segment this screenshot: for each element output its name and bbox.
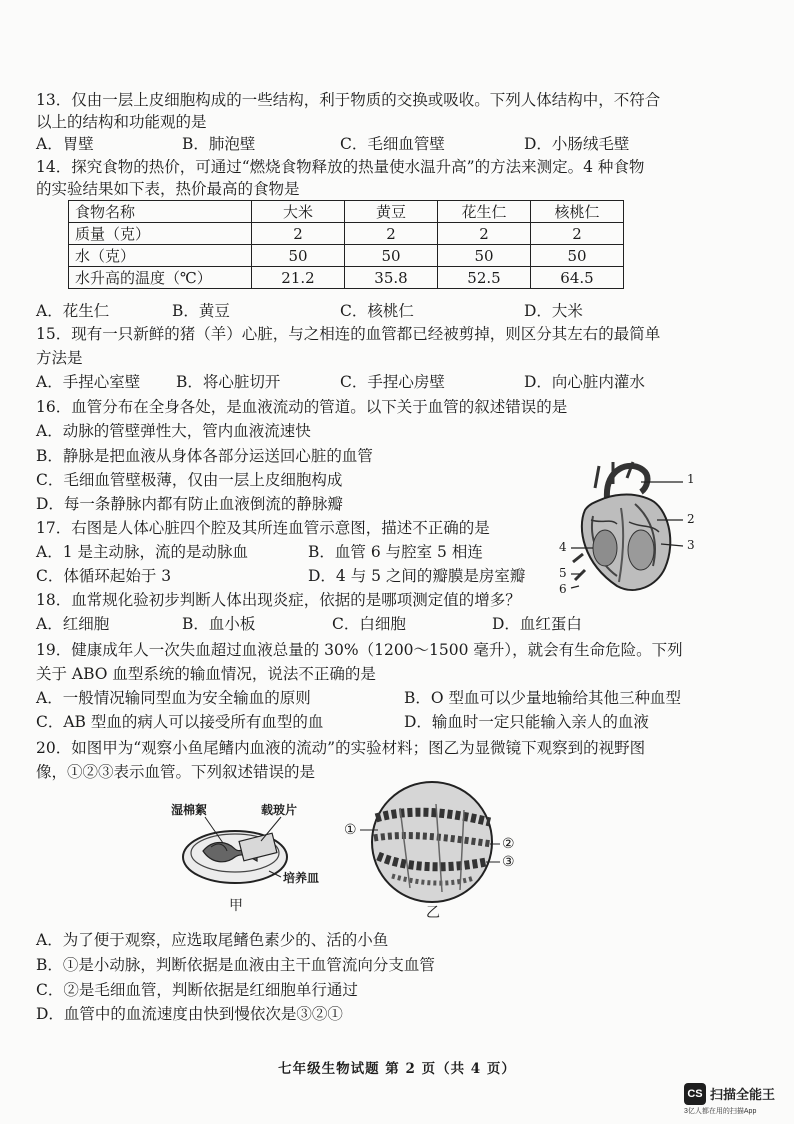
q20-option-d: D．血管中的血流速度由快到慢依次是③②①: [36, 1005, 343, 1023]
camscanner-logo-icon: CS: [684, 1083, 706, 1105]
q19-option-c: C．AB 型血的病人可以接受所有血型的血: [36, 713, 324, 731]
q16-option-d: D．每一条静脉内都有防止血液倒流的静脉瓣: [36, 495, 343, 513]
q15-option-d: D．向心脏内灌水: [524, 373, 645, 391]
camscanner-tagline: 3亿人都在用的扫描App: [684, 1108, 757, 1115]
q20-option-a: A．为了便于观察，应选取尾鳍色素少的、活的小鱼: [36, 931, 389, 949]
table-cell: 2: [438, 223, 531, 245]
food-heat-table: [68, 200, 624, 289]
q19-option-a: A．一般情况输同型血为安全输血的原则: [36, 689, 311, 707]
q18-option-c: C．白细胞: [332, 615, 406, 633]
table-row: [69, 223, 624, 245]
heart-label-2: 2: [687, 512, 695, 526]
q14-option-c: C．核桃仁: [340, 302, 414, 320]
q18-option-b: B．血小板: [182, 615, 256, 633]
q14-option-b: B．黄豆: [172, 302, 230, 320]
q13-option-b: B．肺泡壁: [182, 135, 256, 153]
q13-option-a: A．胃壁: [36, 135, 94, 153]
table-header-cell: 大米: [252, 201, 345, 223]
table-cell: 水（克）: [69, 245, 252, 267]
q13-options: [36, 134, 756, 154]
q17-stem: 17．右图是人体心脏四个腔及其所连血管示意图，描述不正确的是: [36, 519, 490, 537]
table-cell: 64.5: [531, 267, 624, 289]
q15-stem-line1: 15．现有一只新鲜的猪（羊）心脏，与之相连的血管都已经被剪掉，则区分其左右的最简单: [36, 325, 661, 343]
q20-option-c: C．②是毛细血管，判断依据是红细胞单行通过: [36, 981, 358, 999]
q14-option-a: A．花生仁: [36, 302, 110, 320]
q19-options-row1: [36, 688, 756, 708]
q20-stem-line2: 像，①②③表示血管。下列叙述错误的是: [36, 763, 316, 781]
fig-jia-caption: 甲: [229, 898, 243, 914]
q15-option-c: C．手捏心房壁: [340, 373, 445, 391]
heart-label-3: 3: [687, 538, 695, 552]
q19-options-row2: [36, 712, 756, 732]
table-cell: 50: [438, 245, 531, 267]
table-row: [69, 245, 624, 267]
fig-yi-label-3: ③: [502, 854, 515, 870]
table-cell: 质量（克）: [69, 223, 252, 245]
q18-option-d: D．血红蛋白: [492, 615, 582, 633]
q16-stem: 16．血管分布在全身各处，是血液流动的管道。以下关于血管的叙述错误的是: [36, 398, 568, 416]
q17-option-d: D．4 与 5 之间的瓣膜是房室瓣: [308, 567, 526, 585]
table-cell: 35.8: [345, 267, 438, 289]
table-cell: 2: [531, 223, 624, 245]
q17-option-b: B．血管 6 与腔室 5 相连: [308, 543, 483, 561]
page-footer: 七年级生物试题 第 2 页（共 4 页）: [278, 1061, 516, 1077]
q14-stem-line1: 14．探究食物的热价，可通过“燃烧食物释放的热量使水温升高”的方法来测定。4 种食物: [36, 158, 645, 176]
table-cell: 50: [531, 245, 624, 267]
table-header-row: [69, 201, 624, 223]
table-cell: 52.5: [438, 267, 531, 289]
q19-option-d: D．输血时一定只能输入亲人的血液: [404, 713, 649, 731]
fig-jia-label-wet-cotton: 湿棉絮: [171, 803, 208, 817]
heart-illustration: [555, 458, 725, 598]
table-cell: 水升高的温度（℃）: [69, 267, 252, 289]
q17-option-c: C．体循环起始于 3: [36, 567, 172, 585]
q13-stem-line1: 13．仅由一层上皮细胞构成的一些结构，利于物质的交换或吸收。下列人体结构中，不符合: [36, 91, 661, 109]
q13-option-d: D．小肠绒毛壁: [524, 135, 630, 153]
q14-option-d: D．大米: [524, 302, 583, 320]
q18-stem: 18．血常规化验初步判断人体出现炎症，依据的是哪项测定值的增多？: [36, 591, 521, 609]
heart-label-1: 1: [687, 472, 695, 486]
fig-yi-label-2: ②: [502, 836, 515, 852]
table-cell: 2: [345, 223, 438, 245]
q18-options: [36, 614, 756, 634]
figure-yi: [340, 778, 535, 921]
q13-option-c: C．毛细血管壁: [340, 135, 445, 153]
q20-option-b: B．①是小动脉，判断依据是血液由主干血管流向分支血管: [36, 956, 435, 974]
q15-option-b: B．将心脏切开: [176, 373, 281, 391]
table-header-cell: 黄豆: [345, 201, 438, 223]
q16-option-a: A．动脉的管壁弹性大，管内血液流速快: [36, 422, 311, 440]
q16-option-c: C．毛细血管壁极薄，仅由一层上皮细胞构成: [36, 471, 343, 489]
q20-stem-line1: 20．如图甲为“观察小鱼尾鳍内血液的流动”的实验材料；图乙为显微镜下观察到的视野图: [36, 739, 646, 757]
q18-option-a: A．红细胞: [36, 615, 110, 633]
table-cell: 50: [252, 245, 345, 267]
heart-label-6: 6: [559, 582, 567, 596]
q14-options: [36, 301, 756, 321]
q16-option-b: B．静脉是把血液从身体各部分运送回心脏的血管: [36, 447, 373, 465]
heart-label-4: 4: [559, 540, 567, 554]
heart-diagram: [555, 458, 725, 598]
table-cell: 2: [252, 223, 345, 245]
fig-jia-label-slide: 载玻片: [261, 803, 298, 817]
table-row: [69, 267, 624, 289]
q13-stem-line2: 以上的结构和功能观的是: [36, 113, 207, 131]
table-header-cell: 花生仁: [438, 201, 531, 223]
q19-stem-line2: 关于 ABO 血型系统的输血情况，说法不正确的是: [36, 665, 376, 683]
camscanner-name: 扫描全能王: [710, 1087, 776, 1102]
q15-options: [36, 372, 756, 392]
fig-yi-caption: 乙: [426, 905, 440, 921]
q17-option-a: A．1 是主动脉，流的是动脉血: [36, 543, 248, 561]
q19-option-b: B．O 型血可以少量地输给其他三种血型: [404, 689, 682, 707]
q15-option-a: A．手捏心室壁: [36, 373, 141, 391]
q14-stem-line2: 的实验结果如下表，热价最高的食物是: [36, 180, 300, 198]
fig-jia-label-dish: 培养皿: [283, 871, 320, 885]
table-header-cell: 食物名称: [69, 201, 252, 223]
q15-stem-line2: 方法是: [36, 349, 83, 367]
table-cell: 21.2: [252, 267, 345, 289]
figure-jia: [165, 795, 345, 915]
table-header-cell: 核桃仁: [531, 201, 624, 223]
fig-yi-label-1: ①: [344, 822, 357, 838]
heart-label-5: 5: [559, 566, 567, 580]
q19-stem-line1: 19．健康成年人一次失血超过血液总量的 30%（1200～1500 毫升），就会有生命危险。下列: [36, 641, 683, 659]
table-cell: 50: [345, 245, 438, 267]
